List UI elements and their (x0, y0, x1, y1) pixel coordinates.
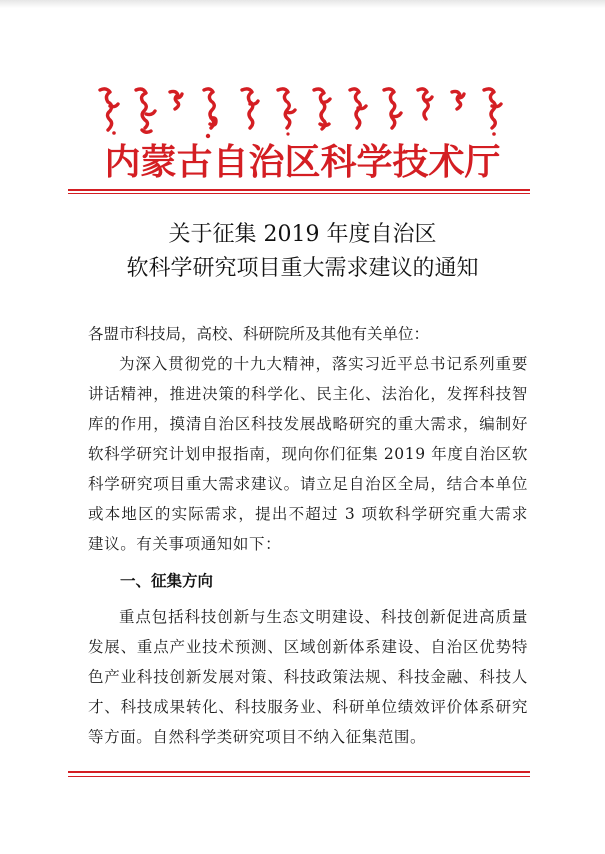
mongolian-script-header (92, 84, 522, 140)
notice-title-line-1: 关于征集 2019 年度自治区 (168, 222, 437, 247)
collection-direction-paragraph: 重点包括科技创新与生态文明建设、科技创新促进高质量发展、重点产业技术预测、区域创新体系建设、自治区优势特色产业科技创新发展对策、科技政策法规、科技金融、科技人才、科技成果转化、科技服务业、科研单位绩效评价体系研究等方面。自然科学类研究项目不纳入征集范围。 (88, 608, 528, 746)
section-heading-collection-direction: 一、征集方向 (120, 572, 214, 590)
intro-paragraph: 为深入贯彻党的十九大精神，落实习近平总书记系列重要讲话精神，推进决策的科学化、民主化、法治化，发挥科技智库的作用，摸清自治区科技发展战略研究的重大需求，编制好软科学研究计划申报指南，现向你们征集 2019 年度自治区软科学研究项目重大需求建议。请立足自治区全局，结合本单位或本地区的实际需求，提出不超过 3 项软科学研究重大需求建议。有关事项通知如下： (88, 355, 528, 553)
scan-edge (0, 0, 605, 8)
mongolian-script-graphic (92, 84, 522, 140)
notice-title-line-2: 软科学研究项目重大需求建议的通知 (126, 256, 479, 281)
header-divider-thin (68, 193, 530, 194)
issuing-organization-name: 内蒙古自治区科学技术厅 (104, 141, 501, 183)
footer-divider-thin (68, 776, 530, 777)
salutation: 各盟市科技局，高校、科研院所及其他有关单位： (88, 325, 430, 343)
footer-divider-thick (68, 771, 530, 773)
header-divider-thick (68, 189, 530, 191)
